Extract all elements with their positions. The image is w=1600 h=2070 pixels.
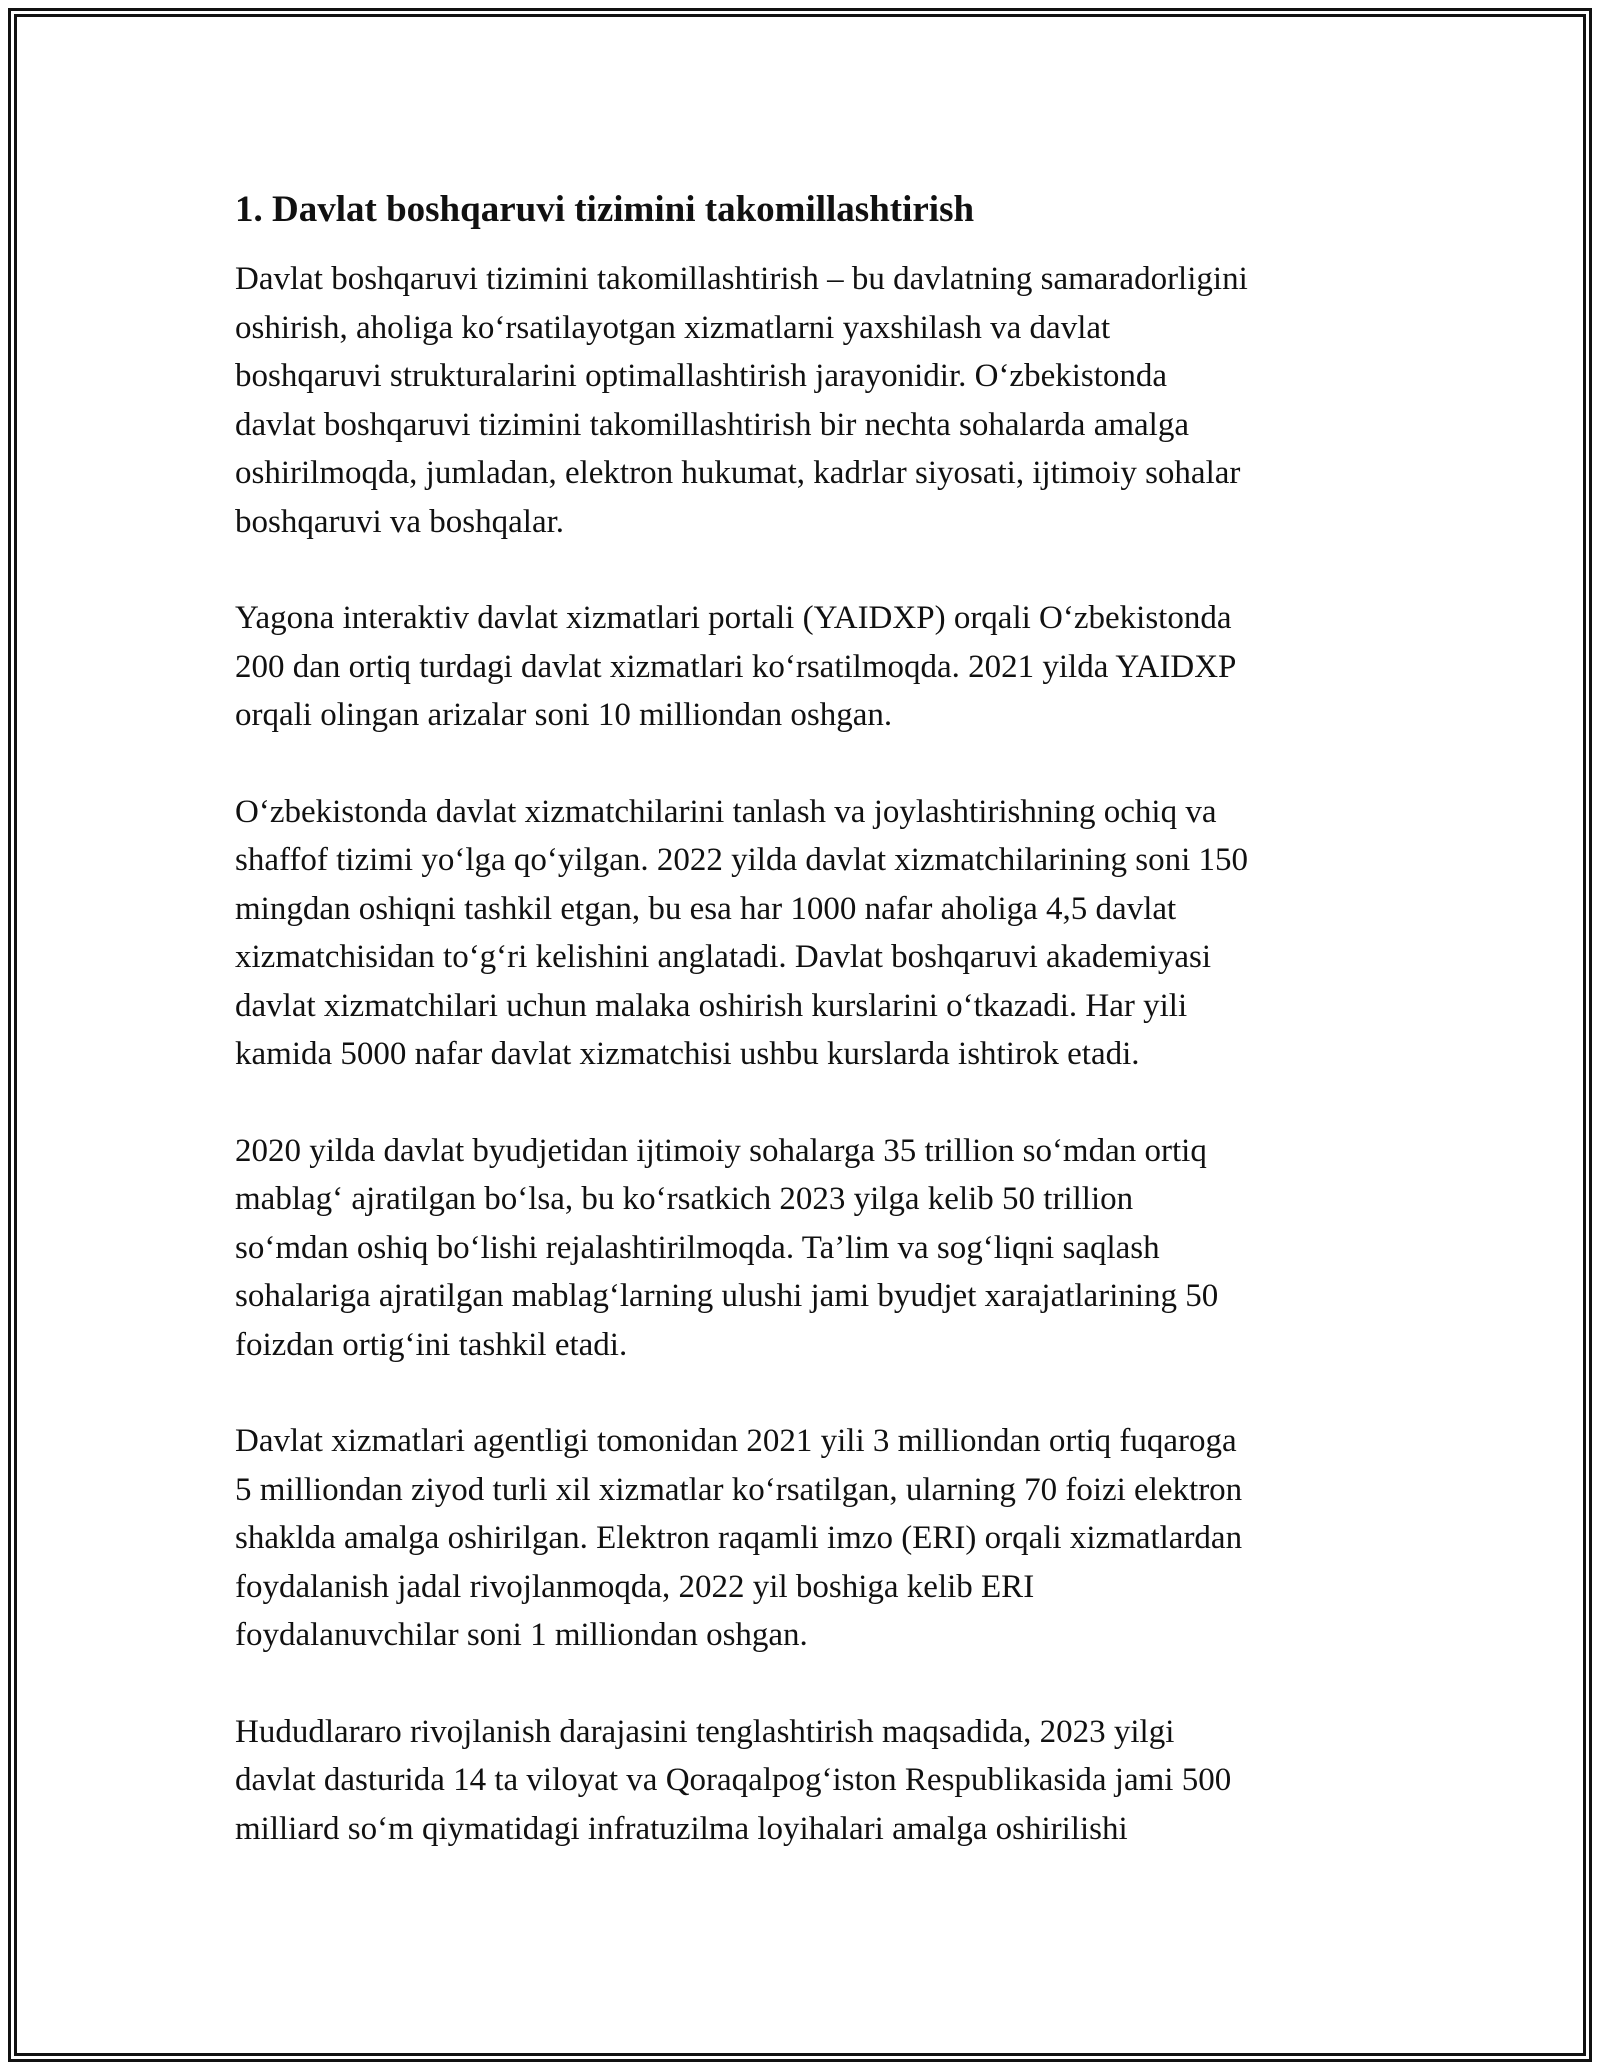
paragraph-civil-service [235,788,1385,1079]
text-line: foydalanuvchilar soni 1 milliondan oshgan. [235,1617,808,1653]
text-line: Davlat xizmatlari agentligi tomonidan 2021 yili 3 milliondan ortiq fuqaroga [235,1423,1237,1459]
paragraph-agency [235,1417,1385,1660]
text-line: kamida 5000 nafar davlat xizmatchisi ushbu kurslarda ishtirok etadi. [235,1036,1140,1072]
text-line: foizdan ortig‘ini tashkil etadi. [235,1326,628,1363]
paragraph-portal [235,594,1385,740]
text-line: mingdan oshiqni tashkil etgan, bu esa har 1000 nafar aholiga 4,5 davlat [235,890,1177,927]
text-line: boshqaruvi strukturalarini optimallashtirish jarayonidir. O‘zbekistonda [235,358,1168,394]
text-line: Davlat boshqaruvi tizimini takomillashtirish – bu davlatning samaradorligini [235,261,1248,297]
text-line: 200 dan ortiq turdagi davlat xizmatlari ko‘rsatilmoqda. 2021 yilda YAIDXP [235,648,1237,685]
text-line: Yagona interaktiv davlat xizmatlari portali (YAIDXP) orqali O‘zbekistonda [235,600,1232,636]
text-line: xizmatchisidan to‘g‘ri kelishini anglatadi. Davlat boshqaruvi akademiyasi [235,939,1211,975]
text-line: davlat xizmatchilari uchun malaka oshirish kurslarini o‘tkazadi. Har yili [235,987,1188,1024]
text-line: shaffof tizimi yo‘lga qo‘yilgan. 2022 yilda davlat xizmatchilarining soni 150 [235,842,1249,878]
text-line: oshirilmoqda, jumladan, elektron hukumat, kadrlar siyosati, ijtimoiy sohalar [235,455,1241,491]
text-line: foydalanish jadal rivojlanmoqda, 2022 yil boshiga kelib ERI [235,1568,1035,1605]
text-line: O‘zbekistonda davlat xizmatchilarini tanlash va joylashtirishning ochiq va [235,793,1217,830]
text-line: sohalariga ajratilgan mablag‘larning ulushi jami byudjet xarajatlarining 50 [235,1278,1219,1314]
section-heading: 1. Davlat boshqaruvi tizimini takomillashtirish [235,189,975,230]
document-body [235,185,1385,1901]
paragraph-budget [235,1127,1385,1370]
paragraph-intro [235,255,1385,546]
text-line: 2020 yilda davlat byudjetidan ijtimoiy sohalarga 35 trillion so‘mdan ortiq [235,1132,1207,1169]
text-line: shaklda amalga oshirilgan. Elektron raqamli imzo (ERI) orqali xizmatlardan [235,1520,1243,1556]
text-line: milliard so‘m qiymatidagi infratuzilma loyihalari amalga oshirilishi [235,1810,1128,1847]
text-line: orqali olingan arizalar soni 10 milliondan oshgan. [235,697,893,733]
paragraph-regional [235,1708,1385,1854]
text-line: so‘mdan oshiq bo‘lishi rejalashtirilmoqda. Ta’lim va sog‘liqni saqlash [235,1229,1160,1266]
text-line: mablag‘ ajratilgan bo‘lsa, bu ko‘rsatkich 2023 yilga kelib 50 trillion [235,1181,1134,1217]
text-line: boshqaruvi va boshqalar. [235,503,565,540]
text-line: Hududlararo rivojlanish darajasini tenglashtirish maqsadida, 2023 yilgi [235,1713,1175,1750]
text-line: oshirish, aholiga ko‘rsatilayotgan xizmatlarni yaxshilash va davlat [235,309,1111,346]
text-line: davlat dasturida 14 ta viloyat va Qoraqalpog‘iston Respublikasida jami 500 [235,1762,1232,1798]
text-line: 5 milliondan ziyod turli xil xizmatlar ko‘rsatilgan, ularning 70 foizi elektron [235,1471,1243,1508]
text-line: davlat boshqaruvi tizimini takomillashtirish bir nechta sohalarda amalga [235,406,1189,443]
